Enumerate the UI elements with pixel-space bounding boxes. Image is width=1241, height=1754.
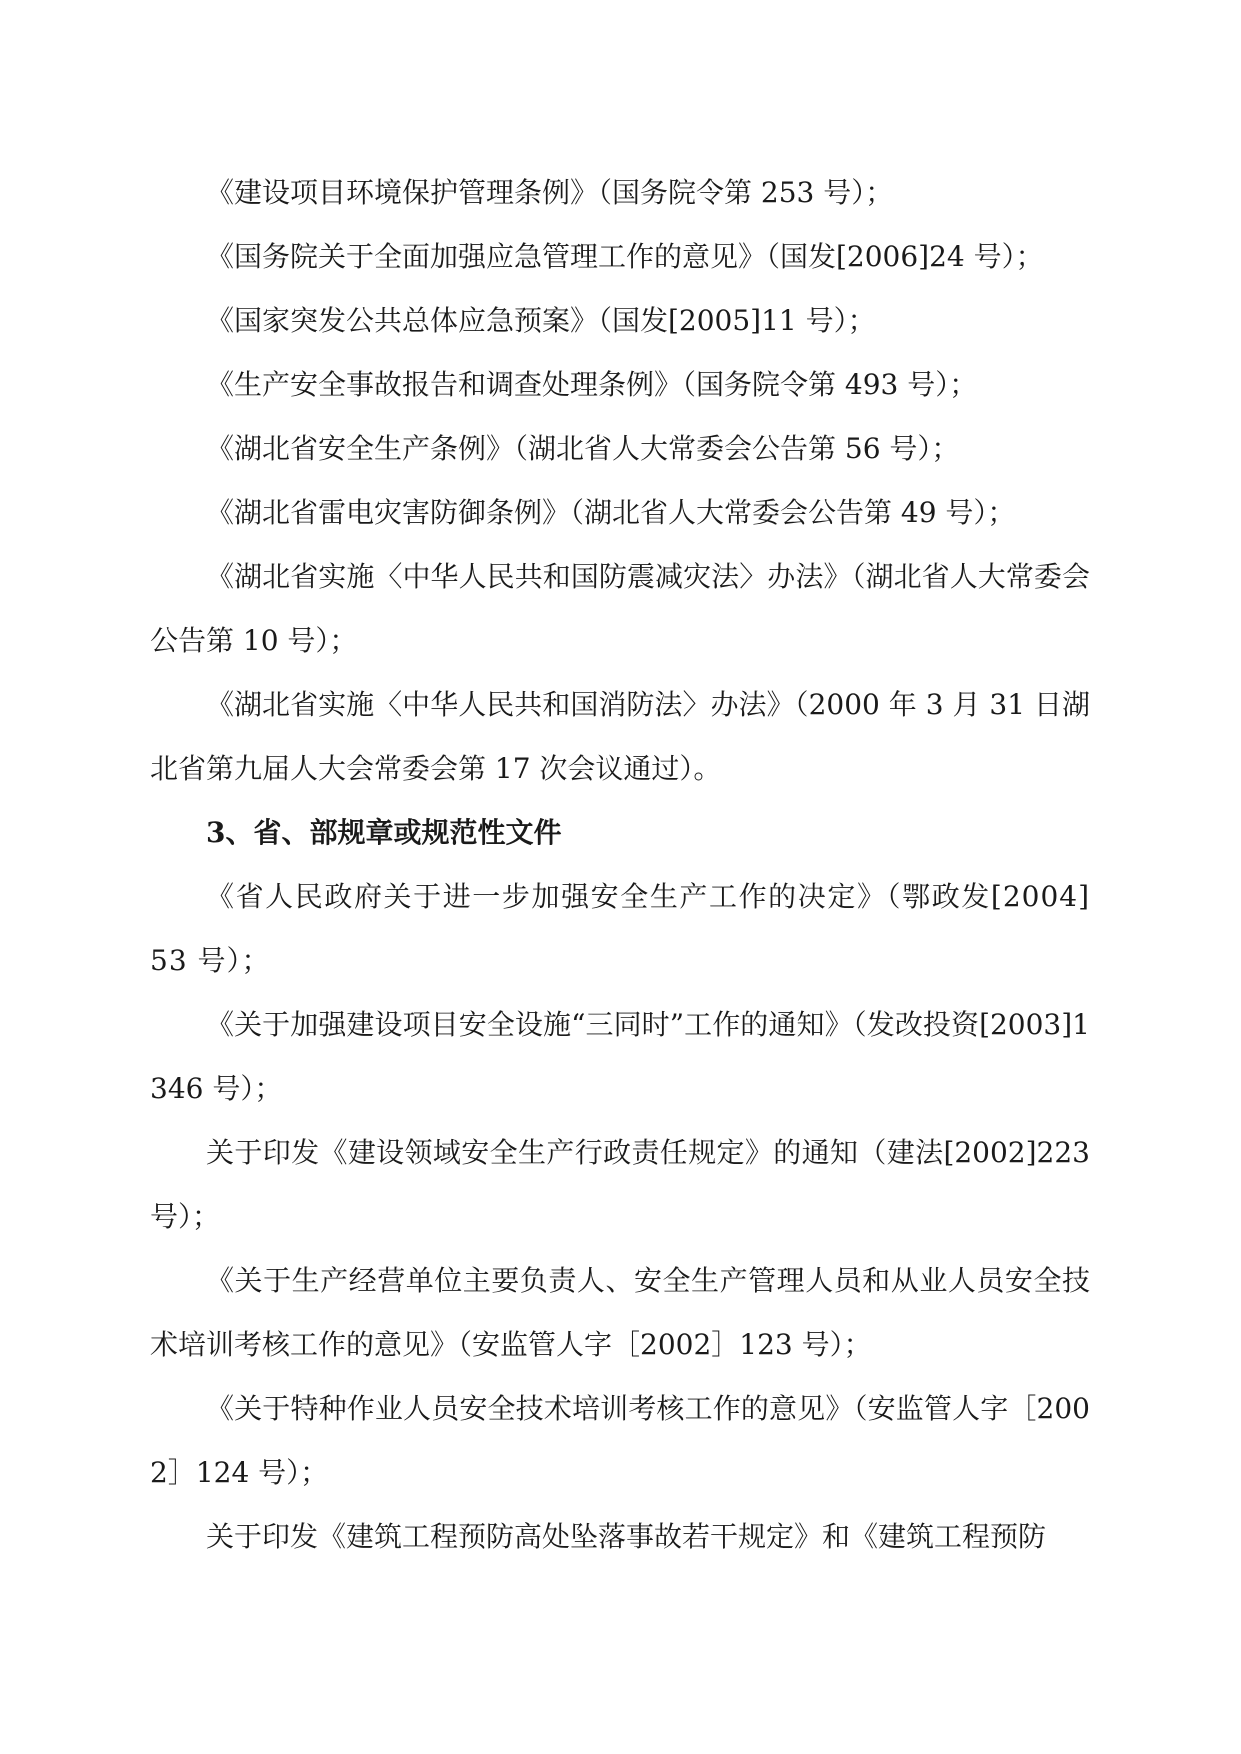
paragraph-regulation-2: 《国务院关于全面加强应急管理工作的意见》（国发[2006]24 号）； — [206, 240, 1044, 273]
paragraph-regulation-4: 《生产安全事故报告和调查处理条例》（国务院令第 493 号）； — [206, 368, 978, 401]
paragraph-regulation-8: 《湖北省实施〈中华人民共和国消防法〉办法》（2000 年 3 月 31 日湖北省第九届人大会常委会第 17 次会议通过）。 — [150, 688, 1090, 785]
paragraph-rule-2: 《关于加强建设项目安全设施“三同时”工作的通知》（发改投资[2003]1346 号）； — [150, 1008, 1090, 1105]
paragraph-regulation-7: 《湖北省实施〈中华人民共和国防震减灾法〉办法》（湖北省人大常委会公告第 10 号）； — [150, 560, 1090, 657]
paragraph-rule-6: 关于印发《建筑工程预防高处坠落事故若干规定》和《建筑工程预防 — [206, 1520, 1047, 1553]
paragraph-rule-3: 关于印发《建设领域安全生产行政责任规定》的通知（建法[2002]223 号）； — [150, 1136, 1090, 1233]
paragraph-rule-5: 《关于特种作业人员安全技术培训考核工作的意见》（安监管人字［2002］124 号）； — [150, 1392, 1090, 1489]
paragraph-regulation-3: 《国家突发公共总体应急预案》（国发[2005]11 号）； — [206, 304, 876, 337]
paragraph-regulation-1: 《建设项目环境保护管理条例》（国务院令第 253 号）； — [206, 176, 894, 209]
paragraph-rule-1: 《省人民政府关于进一步加强安全生产工作的决定》（鄂政发[2004]53 号）； — [150, 880, 1090, 977]
paragraph-regulation-5: 《湖北省安全生产条例》（湖北省人大常委会公告第 56 号）； — [206, 432, 960, 465]
section-heading: 3、省、部规章或规范性文件 — [206, 816, 562, 849]
paragraph-regulation-6: 《湖北省雷电灾害防御条例》（湖北省人大常委会公告第 49 号）； — [206, 496, 1016, 529]
document-page — [150, 161, 1090, 1569]
paragraph-rule-4: 《关于生产经营单位主要负责人、安全生产管理人员和从业人员安全技术培训考核工作的意见》（安监管人字［2002］123 号）； — [150, 1264, 1090, 1361]
